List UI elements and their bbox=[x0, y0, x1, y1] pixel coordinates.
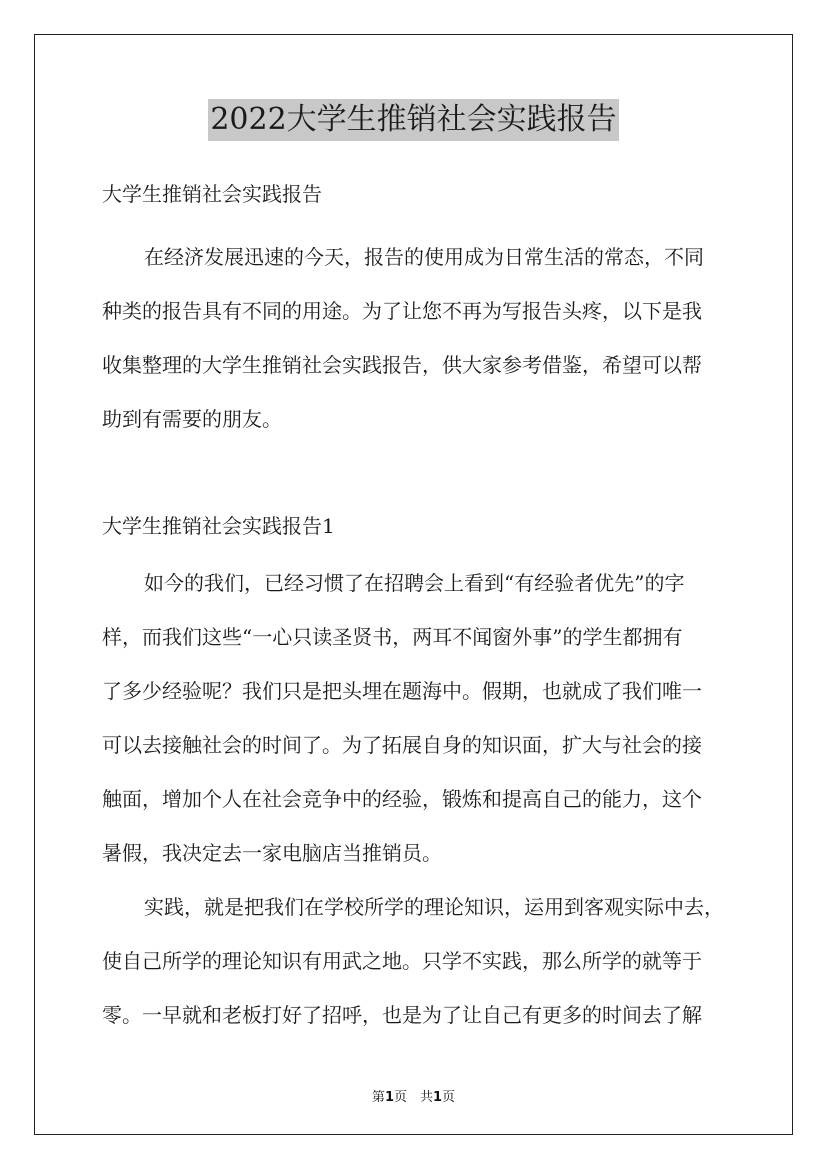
document-subtitle: 大学生推销社会实践报告 bbox=[102, 182, 322, 206]
footer-page-number: 1 bbox=[384, 1090, 394, 1105]
paragraph-line: 收集整理的大学生推销社会实践报告，供大家参考借鉴，希望可以帮 bbox=[102, 353, 702, 377]
document-body bbox=[102, 174, 730, 1042]
paragraph-line: 样，而我们这些“一心只读圣贤书，两耳不闻窗外事”的学生都拥有 bbox=[102, 625, 683, 649]
paragraph-2 bbox=[102, 880, 730, 1042]
paragraph-line: 零。一早就和老板打好了招呼，也是为了让自己有更多的时间去了解 bbox=[102, 1003, 702, 1027]
intro-paragraph bbox=[102, 230, 730, 446]
paragraph-line: 了多少经验呢？我们只是把头埋在题海中。假期，也就成了我们唯一 bbox=[102, 679, 702, 703]
paragraph-line: 如今的我们，已经习惯了在招聘会上看到“有经验者优先”的字 bbox=[144, 571, 685, 595]
paragraph-line: 触面，增加个人在社会竞争中的经验，锻炼和提高自己的能力，这个 bbox=[102, 787, 702, 811]
footer-total-pages: 1 bbox=[433, 1090, 443, 1105]
page-footer bbox=[0, 1086, 827, 1105]
footer-mid: 页 共 bbox=[393, 1090, 433, 1105]
footer-suffix: 页 bbox=[442, 1090, 456, 1105]
paragraph-line: 使自己所学的理论知识有用武之地。只学不实践，那么所学的就等于 bbox=[102, 949, 702, 973]
footer-prefix: 第 bbox=[371, 1090, 385, 1105]
paragraph-line: 在经济发展迅速的今天，报告的使用成为日常生活的常态，不同 bbox=[144, 245, 704, 269]
paragraph-line: 实践，就是把我们在学校所学的理论知识，运用到客观实际中去， bbox=[144, 895, 724, 919]
paragraph-line: 暑假，我决定去一家电脑店当推销员。 bbox=[102, 841, 442, 865]
paragraph-line: 可以去接触社会的时间了。为了拓展自身的知识面，扩大与社会的接 bbox=[102, 733, 702, 757]
paragraph-line: 助到有需要的朋友。 bbox=[102, 407, 282, 431]
paragraph-1 bbox=[102, 556, 730, 880]
title-container bbox=[0, 99, 827, 141]
document-title: 2022大学生推销社会实践报告 bbox=[208, 99, 618, 141]
paragraph-line: 种类的报告具有不同的用途。为了让您不再为写报告头疼，以下是我 bbox=[102, 299, 702, 323]
section-heading: 大学生推销社会实践报告1 bbox=[102, 514, 335, 538]
